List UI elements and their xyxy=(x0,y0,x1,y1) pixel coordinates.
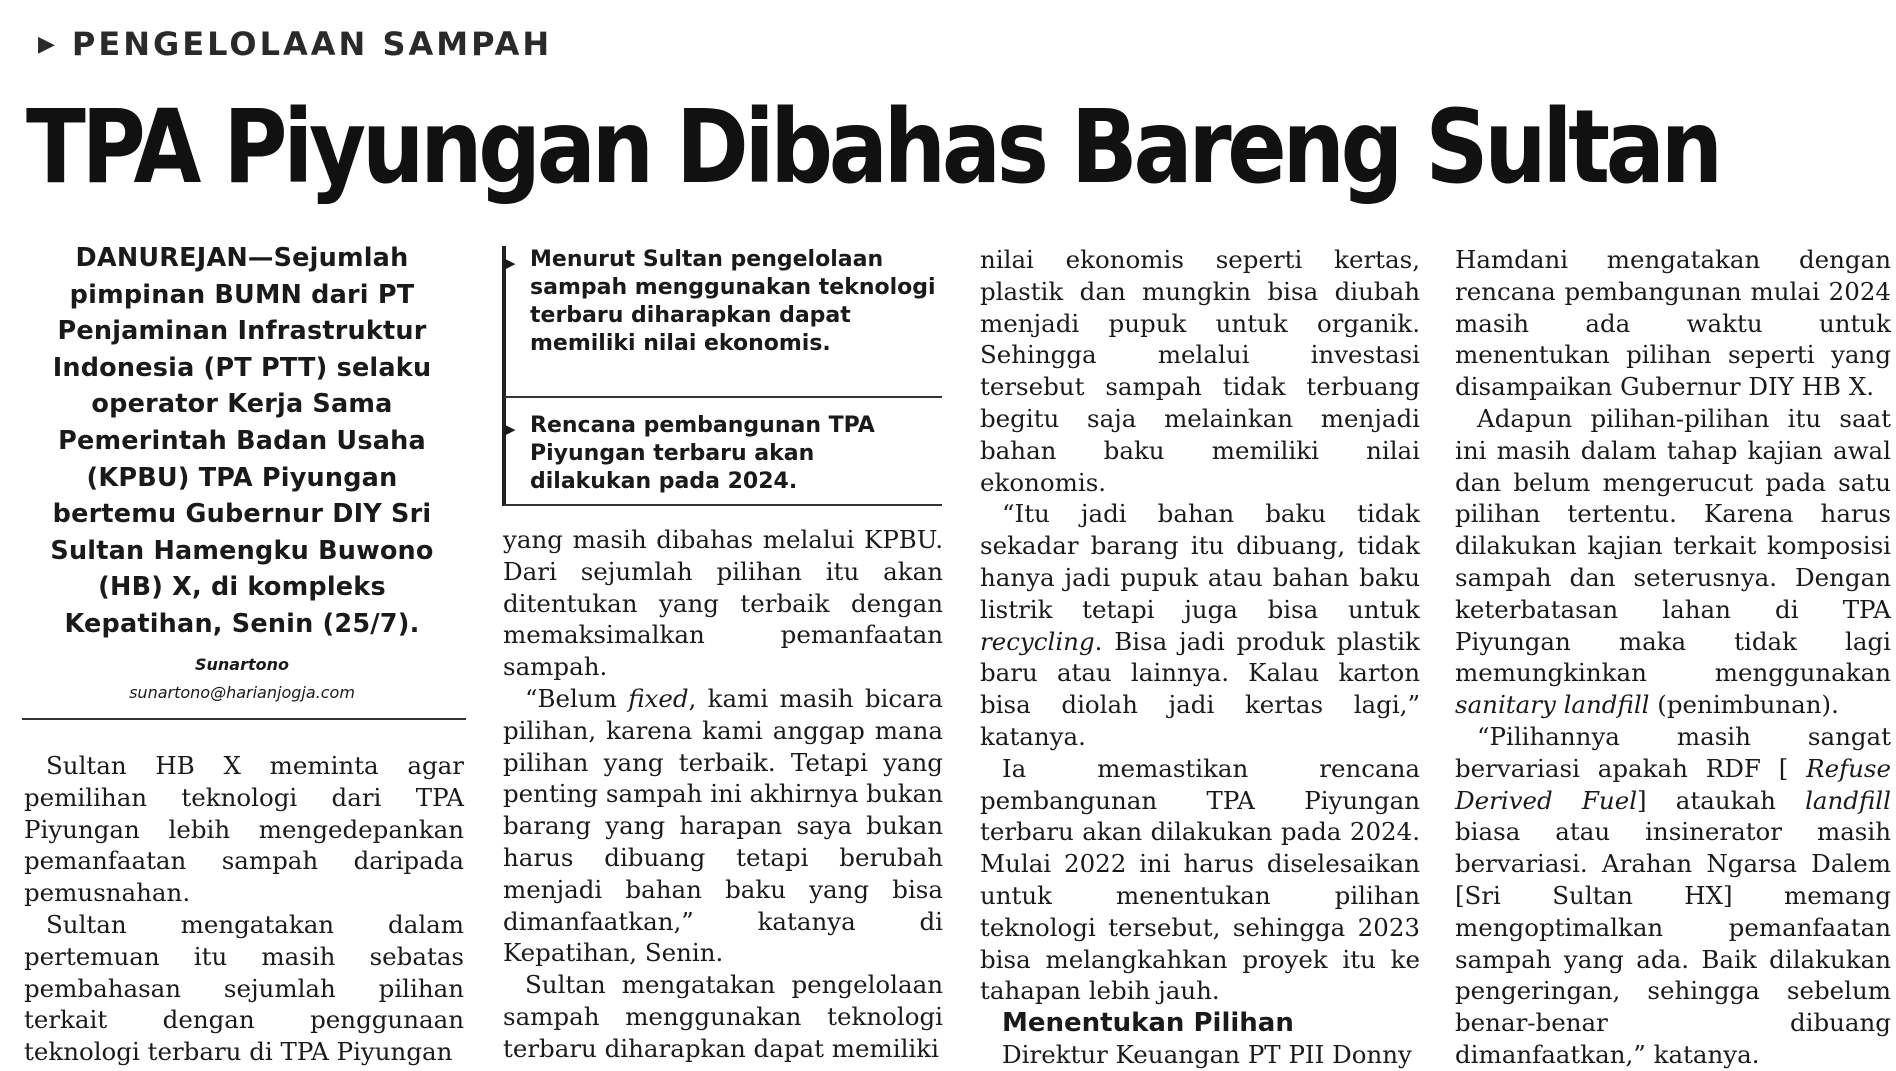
pull-quote-bottom-rule xyxy=(504,504,942,506)
subheading: Menentukan Pilihan xyxy=(1002,1008,1294,1039)
pull-quote-text: Rencana pembangunan TPA Piyungan terbaru akan dilakukan pada 2024. xyxy=(530,413,875,494)
body-paragraph: “Belum fixed, kami masih bicara pilihan, karena kami anggap mana pilihan yang terbaik. Tetapi yang penting sampah ini akhirnya bukan barang yang harapan saya bukan harus dibuang tetapi berubah menjadi bahan baku yang bisa dimanfaatkan,” katanya di Kepatihan, Senin. xyxy=(503,683,943,968)
lead-paragraph: DANUREJAN—Sejumlah pimpinan BUMN dari PT Penjaminan Infrastruktur Indonesia (PT PTT) selaku operator Kerja Sama Pemerintah Badan Usaha (KPBU) TPA Piyungan bertemu Gubernur DIY Sri Sultan Hamengku Buwono (HB) X, di kompleks Kepatihan, Senin (25/7). xyxy=(50,243,434,639)
pull-quote-text: Menurut Sultan pengelolaan sampah menggunakan teknologi terbaru diharapkan dapat memiliki nilai ekonomis. xyxy=(530,247,936,356)
pull-quote-bar xyxy=(502,246,506,506)
byline-email: sunartono@harianjogja.com xyxy=(129,683,355,702)
body-paragraph: yang masih dibahas melalui KPBU. Dari sejumlah pilihan itu akan ditentukan yang terbaik dengan memaksimalkan pemanfaatan sampah. xyxy=(503,525,943,682)
body-column-2 xyxy=(503,524,943,1065)
body-paragraph: Sultan mengatakan dalam pertemuan itu masih sebatas pembahasan sejumlah pilihan terkait dengan penggunaan teknologi terbaru di TPA Piyungan xyxy=(24,909,464,1067)
body-column-1 xyxy=(24,750,464,1068)
triangle-bullet-icon: ▶ xyxy=(504,254,516,272)
body-paragraph: Ia memastikan rencana pembangunan TPA Piyungan terbaru akan dilakukan pada 2024. Mulai 2022 ini harus diselesaikan untuk menentukan pilihan teknologi tersebut, sehingga 2023 bisa melangkahkan proyek itu ke tahapan lebih jauh. xyxy=(980,753,1420,1006)
body-column-3 xyxy=(980,244,1420,1071)
body-paragraph: Adapun pilihan-pilihan itu saat ini masih dalam tahap kajian awal dan belum mengerucut pada satu pilihan tertentu. Karena harus dilakukan kajian terkait komposisi sampah dan seterusnya. Dengan keterbatasan lahan di TPA Piyungan maka tidak lagi memungkinkan menggunakan sanitary landfill (penimbunan). xyxy=(1455,403,1891,720)
body-paragraph: Hamdani mengatakan dengan rencana pembangunan mulai 2024 masih ada waktu untuk menentukan pilihan seperti yang disampaikan Gubernur DIY HB X. xyxy=(1455,245,1891,402)
headline: TPA Piyungan Dibahas Bareng Sultan xyxy=(26,88,1719,207)
pull-quote-1 xyxy=(504,246,940,358)
body-paragraph: “Itu jadi bahan baku tidak sekadar barang itu dibuang, tidak hanya jadi pupuk atau bahan baku listrik tetapi juga bisa untuk recycling. Bisa jadi produk plastik baru atau lainnya. Kalau karton bisa diolah jadi kertas lagi,” katanya. xyxy=(980,499,1420,751)
kicker-text: PENGELOLAAN SAMPAH xyxy=(71,25,553,63)
section-kicker xyxy=(38,22,552,66)
triangle-bullet-icon: ▶ xyxy=(504,420,516,438)
body-paragraph: Direktur Keuangan PT PII Donny xyxy=(1002,1040,1412,1070)
body-paragraph: “Pilihannya masih sangat bervariasi apakah RDF [ Refuse Derived Fuel] ataukah landfill biasa atau insinerator masih bervariasi. Arahan Ngarsa Dalem [Sri Sultan HX] memang mengoptimalkan pemanfaatan sampah yang ada. Baik dilakukan pengeringan, sehingga sebelum benar-benar dibuang dimanfaatkan,” katanya. xyxy=(1455,721,1891,1069)
pull-quote-divider xyxy=(504,396,942,398)
triangle-bullet-icon: ▶ xyxy=(38,31,58,57)
byline-name: Sunartono xyxy=(194,655,289,674)
body-paragraph: Sultan HB X meminta agar pemilihan teknologi dari TPA Piyungan lebih mengedepankan pemanfaatan sampah daripada pemusnahan. xyxy=(24,751,464,908)
pull-quote-2 xyxy=(504,412,940,496)
byline-divider xyxy=(22,718,466,720)
body-paragraph: nilai ekonomis seperti kertas, plastik dan mungkin bisa diubah menjadi pupuk untuk organik. Sehingga melalui investasi tersebut sampah tidak terbuang begitu saja melainkan menjadi bahan baku memiliki nilai ekonomis. xyxy=(980,245,1420,497)
body-column-4 xyxy=(1455,244,1891,1071)
body-paragraph: Sultan mengatakan pengelolaan sampah menggunakan teknologi terbaru diharapkan dapat memiliki xyxy=(503,970,943,1063)
